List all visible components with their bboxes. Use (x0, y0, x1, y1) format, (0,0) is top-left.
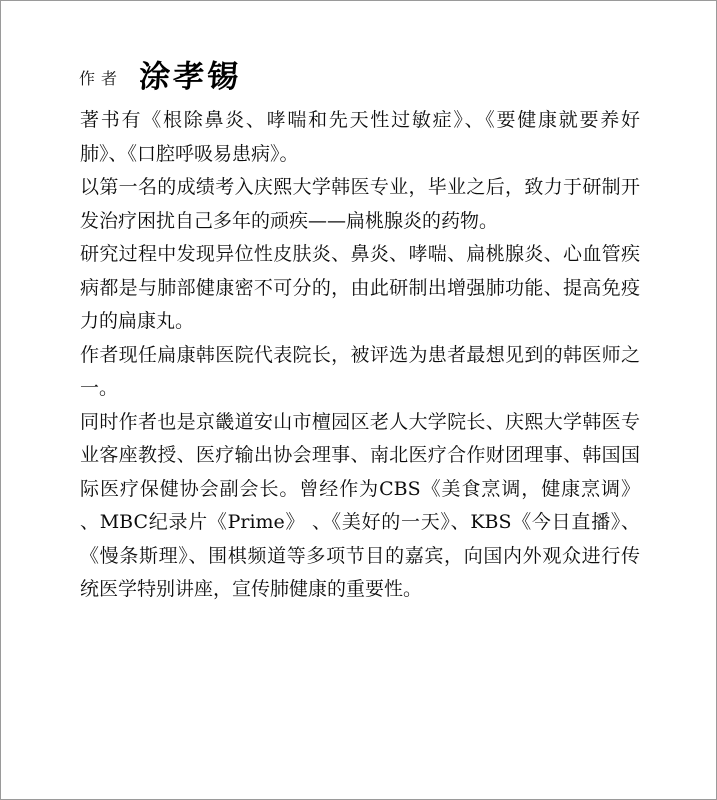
author-name: 涂孝锡 (137, 59, 243, 95)
author-label: 作者 (79, 69, 124, 88)
bio-paragraph-roles: 同时作者也是京畿道安山市檀园区老人大学院长、庆熙大学韩医专业客座教授、医疗输出协会理事、南北医疗合作财团理事、韩国国际医疗保健协会副会长。曾经作为CBS《美食烹调，健康烹调》 、MBC纪录片《Prime》 、《美好的一天》、KBS《今日直播》、《慢条斯理》、围棋频道等多项节目的嘉宾，向国内外观众进行传统医学特别讲座，宣传肺健康的重要性。 (80, 410, 640, 600)
bio-paragraph-research: 研究过程中发现异位性皮肤炎、鼻炎、哮喘、扁桃腺炎、心血管疾病都是与肺部健康密不可分的，由此研制出增强肺功能、提高免疫力的扁康丸。 (80, 243, 640, 332)
bio-paragraph-books: 著书有《根除鼻炎、哮喘和先天性过敏症》、《要健康就要养好肺》、《口腔呼吸易患病》。 (80, 109, 640, 165)
bio-paragraph-position: 作者现任扁康韩医院代表院长，被评选为患者最想见到的韩医师之一。 (80, 343, 640, 399)
author-header (79, 53, 241, 93)
author-bio (80, 104, 640, 607)
bio-paragraph-education: 以第一名的成绩考入庆熙大学韩医专业，毕业之后，致力于研制开发治疗困扰自己多年的顽疾——扁桃腺炎的药物。 (80, 176, 640, 232)
